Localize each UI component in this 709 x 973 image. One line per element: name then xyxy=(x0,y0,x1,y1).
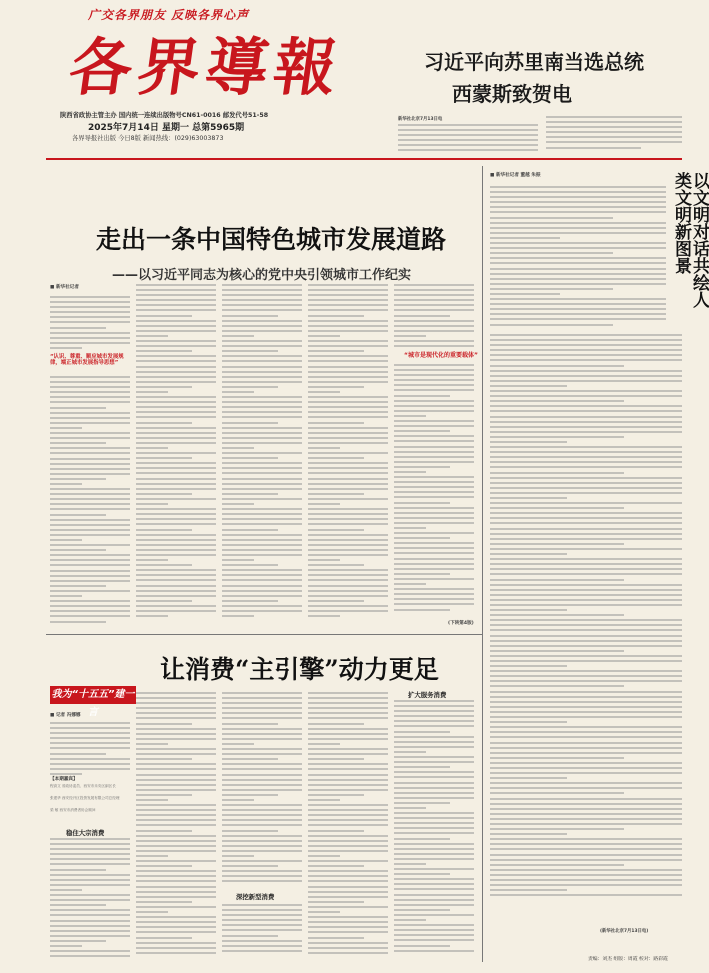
consumption-col-1 xyxy=(50,722,130,776)
publisher-info: 陕西省政协主管主办 国内统一连续出版物号CN61-0016 邮发代号51-58 xyxy=(60,112,269,119)
consumption-col-5 xyxy=(394,700,474,960)
main-article-col-4 xyxy=(308,284,388,628)
side-article-source: (新华社北京7月13日电) xyxy=(600,929,649,934)
main-article-col-1 xyxy=(50,296,130,352)
main-article-col-3 xyxy=(222,284,302,628)
guest-3: 梁 敏 西安市消费者协会顾问 xyxy=(50,808,96,812)
main-article-continued: (下转第4版) xyxy=(448,621,474,626)
page-info: 各界导报社出版 今日8版 新闻热线：(029)63003873 xyxy=(72,135,224,142)
consumption-subhead-3: 扩大服务消费 xyxy=(408,691,447,699)
consumption-headline: 让消费“主引擎”动力更足 xyxy=(160,655,439,684)
side-article-byline: ■ 新华社记者 董越 朱振 xyxy=(490,173,541,178)
consumption-subhead-1: 稳住大宗消费 xyxy=(66,829,105,837)
issue-date: 2025年7月14日 星期一 总第5965期 xyxy=(88,123,245,133)
main-article-byline: ■ 新华社记者 xyxy=(50,285,79,290)
masthead-slogan: 广交各界朋友 反映各界心声 xyxy=(88,8,250,22)
top-news-dateline: 新华社北京7月13日电 xyxy=(398,117,443,122)
main-article-subhead-1: “认识、尊重、顺应城市发展规律，端正城市发展指导思想” xyxy=(50,354,124,367)
consumption-col-2 xyxy=(136,692,216,960)
main-article-col-2 xyxy=(136,284,216,628)
top-news-body-right xyxy=(546,116,682,154)
consumption-col-1b xyxy=(50,838,130,960)
side-article-body-top xyxy=(490,186,666,330)
guest-2: 张建华 西安经开区投资发展有限公司总经理 xyxy=(50,796,120,800)
masthead-rule xyxy=(46,158,682,160)
main-article-headline: 走出一条中国特色城市发展道路 xyxy=(96,225,447,254)
editors-line: 责编：刘杰 组版：周霞 校对：路彩霞 xyxy=(588,957,668,962)
top-news-body-left xyxy=(398,124,538,154)
consumption-col-3a xyxy=(222,692,302,888)
guests-title: 【本期嘉宾】 xyxy=(50,777,78,782)
consumption-subhead-2: 深挖新型消费 xyxy=(236,893,275,901)
main-article-col-5b xyxy=(394,364,474,618)
main-article-col-1b xyxy=(50,376,130,628)
side-article-headline: 以文明对话共绘人类文明新图景 xyxy=(671,172,709,308)
consumption-byline: ■ 记者 冯娜娜 xyxy=(50,713,81,718)
consumption-col-3b xyxy=(222,904,302,960)
newspaper-logo: 各界導報 xyxy=(64,31,348,104)
guest-1: 程高文 省政协委员、西安市未央区副区长 xyxy=(50,784,116,788)
section-divider xyxy=(46,634,482,635)
column-divider xyxy=(482,166,483,962)
consumption-col-4 xyxy=(308,692,388,960)
consumption-banner: 我为“十五五”建一言 xyxy=(50,686,136,704)
main-article-subhead-2: “城市是现代化的重要载体” xyxy=(404,352,478,359)
main-article-subheadline: ——以习近平同志为核心的党中央引领城市工作纪实 xyxy=(112,268,412,283)
main-article-col-5a xyxy=(394,284,474,354)
top-news-headline-2: 西蒙斯致贺电 xyxy=(452,82,572,106)
top-news-headline-1: 习近平向苏里南当选总统 xyxy=(424,50,644,74)
side-article-body xyxy=(490,334,682,926)
